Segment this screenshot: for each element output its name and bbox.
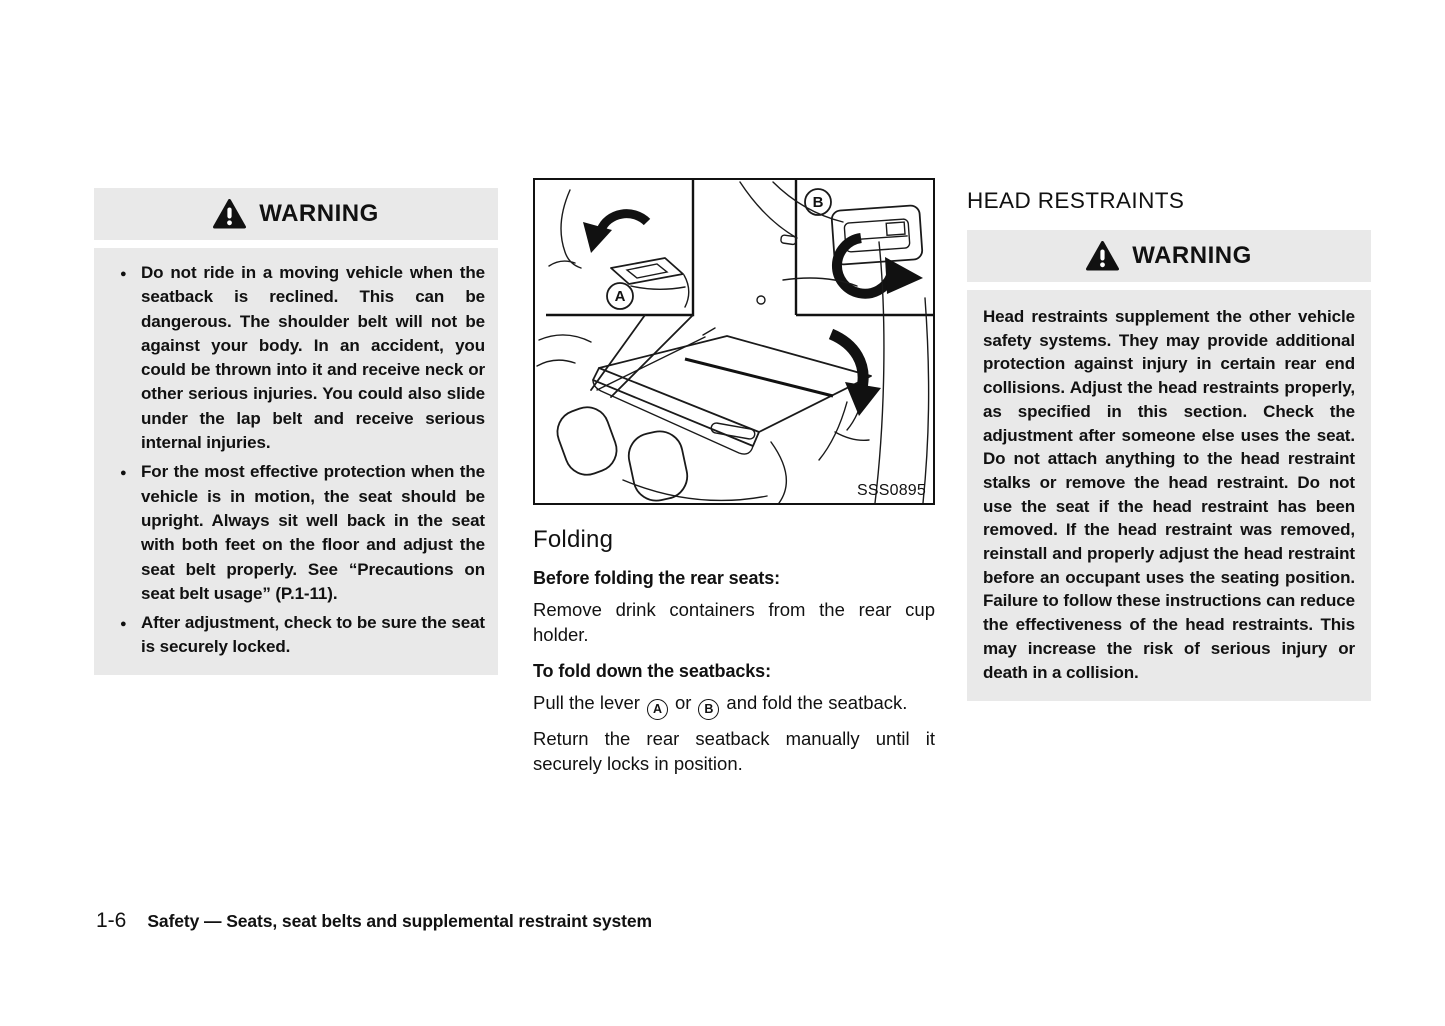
head-restraints-heading: HEAD RESTRAINTS <box>967 188 1185 213</box>
warning-bullet <box>120 611 485 660</box>
warning-bullet <box>120 460 485 606</box>
fold-lever-paragraph <box>533 690 935 720</box>
folding-heading: Folding <box>533 526 614 553</box>
figure-code: SSS0895 <box>856 482 926 499</box>
page-footer <box>96 909 652 933</box>
lever-a-badge: A <box>647 699 668 720</box>
fold-lever-text-or: or <box>674 692 692 713</box>
bullet-dot-icon: ● <box>120 467 127 480</box>
footer-chapter-title: Safety — Seats, seat belts and supplemental restraint system <box>147 911 652 931</box>
left-warning-section <box>94 188 498 675</box>
folding-section <box>533 178 935 782</box>
return-seatback-paragraph: Return the rear seatback manually until it securely locks in position. <box>533 727 935 774</box>
before-folding-subhead: Before folding the rear seats: <box>533 568 781 588</box>
warning-triangle-icon <box>213 199 246 229</box>
head-restraints-warning-body: Head restraints supplement the other vehicle safety systems. They may provide additional protection against injury in certain rear end collisions. Adjust the head restraints properly, as specified in this section. Check the adjustment after someone else uses the seat. Do not attach anything to the head restraint stalks or remove the head restraint. Do not use the seat if the head restraint has been removed. If the head restraint was removed, reinstall and properly adjust the head restraint before an occupant uses the seating position. Failure to follow these instructions can reduce the effectiveness of the head restraints. This may increase the risk of serious injury or death in a collision. <box>967 290 1371 701</box>
fold-lever-text-post: and fold the seatback. <box>726 692 908 713</box>
warning-header <box>967 230 1371 282</box>
figure-label-a: A <box>614 288 626 305</box>
bullet-dot-icon: ● <box>120 268 127 280</box>
warning-title: WARNING <box>259 200 379 227</box>
seat-folding-illustration <box>535 180 933 503</box>
warning-title: WARNING <box>1132 242 1252 269</box>
fold-lever-text-pre: Pull the lever <box>533 692 640 713</box>
figure-label-b: B <box>812 194 824 211</box>
warning-header <box>94 188 498 240</box>
to-fold-subhead: To fold down the seatbacks: <box>533 661 771 681</box>
warning-bullet-text: Do not ride in a moving vehicle when the seatback is reclined. This can be dangerous. The shoulder belt will not be against your body. In an accident, you could be thrown into it and receive neck or other serious injuries. You could also slide under the lap belt and receive serious internal injuries. <box>141 263 485 453</box>
warning-body <box>94 248 498 675</box>
bullet-dot-icon: ● <box>120 618 127 631</box>
warning-triangle-icon <box>1086 241 1119 271</box>
lever-b-badge: B <box>698 699 719 720</box>
head-restraints-section <box>967 188 1371 701</box>
before-folding-paragraph: Remove drink containers from the rear cup holder. <box>533 599 935 645</box>
warning-bullet-text: For the most effective protection when the vehicle is in motion, the seat should be upright. Always sit well back in the seat with both feet on the floor and adjust the seat belt properly. See “Precautions on seat belt usage” (P.1-11). <box>141 462 485 603</box>
seat-folding-figure <box>533 178 935 505</box>
page-number: 1-6 <box>96 909 127 932</box>
warning-bullet <box>120 261 485 455</box>
warning-bullet-text: After adjustment, check to be sure the seat is securely locked. <box>141 613 485 657</box>
